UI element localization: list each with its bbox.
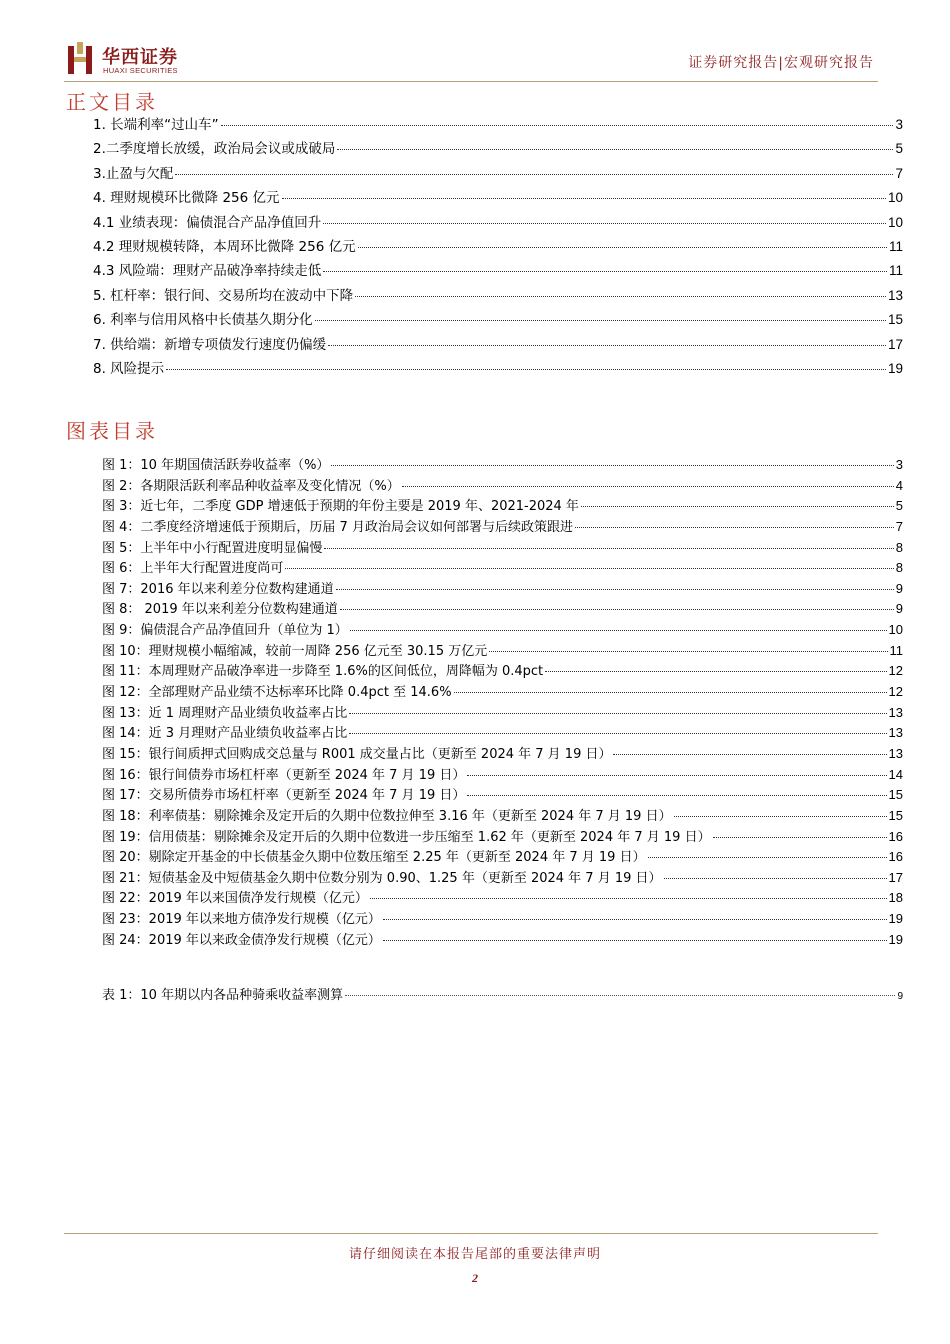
page-number: 2 (472, 1271, 478, 1285)
dot-leader (489, 651, 887, 652)
figure-entry-text: 图 6：上半年大行配置进度尚可 (102, 561, 284, 577)
figure-entry-page: 7 (895, 518, 903, 534)
figure-entry[interactable] (102, 784, 903, 805)
figure-entry-page: 13 (888, 745, 903, 761)
toc-entry-text: 3.止盈与欠配 (93, 165, 174, 182)
figure-entry-text: 图 19：信用债基：剔除摊余及定开后的久期中位数进一步压缩至 1.62 年（更新至 2024 年 7 月 19 日） (102, 829, 711, 845)
figure-entry[interactable] (102, 475, 903, 496)
figure-entry-page: 8 (895, 539, 903, 555)
toc-entry[interactable] (93, 113, 903, 137)
toc-entry[interactable] (93, 284, 903, 308)
toc-entry[interactable] (93, 308, 903, 332)
dot-leader (467, 795, 886, 796)
toc-entry[interactable] (93, 235, 903, 259)
figure-entry[interactable] (102, 929, 903, 950)
dot-leader (221, 125, 894, 126)
figure-entry[interactable] (102, 640, 903, 661)
toc-entry-page: 5 (895, 141, 903, 157)
figure-entry-page: 9 (895, 601, 903, 617)
figure-entry-text: 图 5：上半年中小行配置进度明显偏慢 (102, 540, 323, 556)
figure-entry[interactable] (102, 578, 903, 599)
figure-entry-text: 图 2：各期限活跃利率品种收益率及变化情况（%） (102, 478, 400, 494)
figure-entry-page: 3 (895, 457, 903, 472)
dot-leader (613, 754, 886, 755)
table-entry-text: 表 1：10 年期以内各品种骑乘收益率测算 (102, 988, 344, 1003)
figure-entry-page: 16 (888, 849, 903, 865)
dot-leader (328, 345, 886, 346)
figure-entry-text: 图 1：10 年期国债活跃券收益率（%） (102, 458, 330, 473)
figure-entry-page: 15 (888, 807, 903, 823)
figure-entry[interactable] (102, 537, 903, 558)
figure-entry[interactable] (102, 887, 903, 908)
figure-entry[interactable] (102, 908, 903, 929)
dot-leader (337, 149, 893, 150)
figure-entry-page: 4 (895, 477, 903, 493)
tables-list (102, 984, 903, 1005)
figure-entry[interactable] (102, 660, 903, 681)
figure-entry-text: 图 10：理财规模小幅缩减，较前一周降 256 亿元至 30.15 万亿元 (102, 643, 488, 659)
figure-entry-page: 10 (888, 622, 903, 638)
toc-entry-text: 6. 利率与信用风格中长债基久期分化 (93, 312, 313, 329)
figure-entry-page: 5 (895, 498, 903, 514)
figure-entry-page: 15 (888, 787, 903, 803)
toc-entry[interactable] (93, 162, 903, 186)
figure-entry[interactable] (102, 846, 903, 867)
dot-leader (575, 527, 894, 528)
figure-entry-page: 11 (889, 642, 903, 658)
figure-entry-text: 图 12：全部理财产品业绩不达标率环比降 0.4pct 至 14.6% (102, 685, 452, 701)
figure-entry-text: 图 7：2016 年以来利差分位数构建通道 (102, 581, 334, 597)
dot-leader (323, 223, 886, 224)
dot-leader (370, 898, 887, 899)
figure-entry-text: 图 21：短债基金及中短债基金久期中位数分别为 0.90、1.25 年（更新至 2024 年 7 月 19 日） (102, 870, 662, 886)
figures-list (102, 454, 903, 949)
figure-entry-text: 图 24：2019 年以来政金债净发行规模（亿元） (102, 932, 381, 948)
dot-leader (166, 369, 886, 370)
toc-entry-text: 4.3 风险端：理财产品破净率持续走低 (93, 263, 322, 280)
toc-entry[interactable] (93, 137, 903, 161)
dot-leader (581, 506, 894, 507)
dot-leader (545, 671, 886, 672)
dot-leader (383, 940, 887, 941)
dot-leader (175, 174, 893, 175)
figure-entry[interactable] (102, 557, 903, 578)
figure-entry-text: 图 16：银行间债券市场杠杆率（更新至 2024 年 7 月 19 日） (102, 767, 466, 783)
table-entry-page: 9 (897, 991, 903, 1002)
toc-entry-text: 4.1 业绩表现：偏债混合产品净值回升 (93, 214, 322, 231)
logo-english-name: HUAXI SECURITIES (103, 66, 178, 75)
figure-entry-text: 图 13：近 1 周理财产品业绩负收益率占比 (102, 705, 348, 721)
toc-entry-page: 17 (887, 336, 903, 352)
figure-entry-text: 图 15：银行间质押式回购成交总量与 R001 成交量占比（更新至 2024 年 7 月 19 日） (102, 746, 612, 762)
toc-entry-page: 19 (887, 360, 903, 376)
figure-entry[interactable] (102, 764, 903, 785)
figure-entry[interactable] (102, 598, 903, 619)
figure-entry-text: 图 20：剔除定开基金的中长债基金久期中位数压缩至 2.25 年（更新至 2024 年 7 月 19 日） (102, 850, 646, 866)
toc-entry-page: 10 (887, 214, 903, 230)
figure-entry[interactable] (102, 826, 903, 847)
dot-leader (340, 609, 894, 610)
figure-entry-text: 图 14：近 3 月理财产品业绩负收益率占比 (102, 726, 348, 742)
toc-entry-page: 7 (895, 165, 903, 181)
toc-entry-page: 3 (895, 117, 903, 132)
figure-entry[interactable] (102, 681, 903, 702)
dot-leader (345, 995, 895, 996)
toc-entry[interactable] (93, 357, 903, 381)
header-divider (64, 81, 878, 82)
figure-entry-page: 19 (888, 911, 903, 927)
toc-entry-page: 10 (887, 190, 903, 206)
figure-entry-page: 16 (888, 828, 903, 844)
dot-leader (349, 733, 886, 734)
figure-entry[interactable] (102, 805, 903, 826)
legal-notice: 请仔细阅读在本报告尾部的重要法律声明 (348, 1247, 601, 1262)
dot-leader (358, 247, 887, 248)
figure-entry-text: 图 9：偏债混合产品净值回升（单位为 1） (102, 623, 348, 639)
dot-leader (355, 296, 886, 297)
dot-leader (454, 692, 887, 693)
toc-entry[interactable] (93, 211, 903, 235)
toc-entry[interactable] (93, 186, 903, 210)
dot-leader (323, 271, 887, 272)
figure-entry-page: 8 (895, 560, 903, 576)
toc-entry-text: 7. 供给端：新增专项债发行速度仍偏缓 (93, 336, 327, 353)
table-entry[interactable] (102, 984, 903, 1005)
figure-entry-text: 图 3：近七年，二季度 GDP 增速低于预期的年份主要是 2019 年、2021-2024 年 (102, 499, 579, 515)
figure-entry[interactable] (102, 495, 903, 516)
dot-leader (331, 465, 893, 466)
toc-entry-text: 4.2 理财规模转降，本周环比微降 256 亿元 (93, 238, 356, 255)
toc-list (93, 113, 903, 381)
figure-entry-page: 13 (888, 725, 903, 741)
dot-leader (285, 568, 893, 569)
dot-leader (315, 320, 886, 321)
toc-entry-page: 11 (888, 238, 903, 254)
figure-entry-page: 13 (888, 704, 903, 720)
toc-entry[interactable] (93, 333, 903, 357)
figure-entry-text: 图 8： 2019 年以来利差分位数构建通道 (102, 602, 338, 618)
dot-leader (336, 589, 894, 590)
toc-entry-page: 13 (887, 287, 903, 303)
company-logo (66, 40, 196, 80)
figure-entry-page: 9 (895, 580, 903, 596)
dot-leader (349, 713, 886, 714)
toc-entry-text: 8. 风险提示 (93, 360, 165, 377)
toc-entry-text: 5. 杠杆率：银行间、交易所均在波动中下降 (93, 287, 354, 304)
dot-leader (674, 816, 887, 817)
figure-entry-text: 图 18：利率债基：剔除摊余及定开后的久期中位数拉伸至 3.16 年（更新至 2024 年 7 月 19 日） (102, 808, 672, 824)
dot-leader (402, 486, 894, 487)
figure-entry-page: 12 (888, 684, 903, 700)
figure-entry-page: 14 (888, 766, 903, 782)
figure-entry-page: 17 (888, 869, 903, 885)
toc-title: 正文目录 (66, 90, 158, 114)
dot-leader (282, 198, 886, 199)
figures-title: 图表目录 (66, 419, 158, 443)
dot-leader (383, 919, 887, 920)
figure-entry-text: 图 17：交易所债券市场杠杆率（更新至 2024 年 7 月 19 日） (102, 788, 466, 804)
figure-entry-text: 图 11：本周理财产品破净率进一步降至 1.6%的区间低位，周降幅为 0.4pct (102, 664, 544, 680)
report-type-label: 证券研究报告|宏观研究报告 (688, 55, 874, 71)
toc-entry-text: 1. 长端利率“过山车” (93, 117, 219, 133)
logo-chinese-name: 华西证券 (102, 47, 178, 68)
figure-entry[interactable] (102, 743, 903, 764)
figure-entry[interactable] (102, 702, 903, 723)
figure-entry[interactable] (102, 867, 903, 888)
dot-leader (713, 837, 887, 838)
figure-entry-text: 图 22：2019 年以来国债净发行规模（亿元） (102, 891, 368, 907)
figure-entry-page: 18 (888, 890, 903, 906)
dot-leader (664, 878, 887, 879)
toc-entry[interactable] (93, 259, 903, 283)
figure-entry[interactable] (102, 454, 903, 475)
figure-entry-text: 图 4：二季度经济增速低于预期后，历届 7 月政治局会议如何部署与后续政策跟进 (102, 519, 573, 535)
figure-entry-page: 19 (888, 931, 903, 947)
figure-entry[interactable] (102, 516, 903, 537)
figure-entry[interactable] (102, 722, 903, 743)
toc-entry-text: 2.二季度增长放缓，政治局会议或成破局 (93, 141, 336, 158)
footer-divider (64, 1233, 878, 1234)
dot-leader (324, 548, 893, 549)
figure-entry[interactable] (102, 619, 903, 640)
toc-entry-page: 11 (888, 263, 903, 279)
figure-entry-text: 图 23：2019 年以来地方债净发行规模（亿元） (102, 912, 381, 928)
dot-leader (350, 630, 887, 631)
toc-entry-text: 4. 理财规模环比微降 256 亿元 (93, 190, 280, 207)
dot-leader (648, 857, 887, 858)
figure-entry-page: 12 (888, 663, 903, 679)
huaxi-logo-mark (66, 42, 96, 76)
toc-entry-page: 15 (887, 312, 903, 328)
dot-leader (467, 775, 886, 776)
